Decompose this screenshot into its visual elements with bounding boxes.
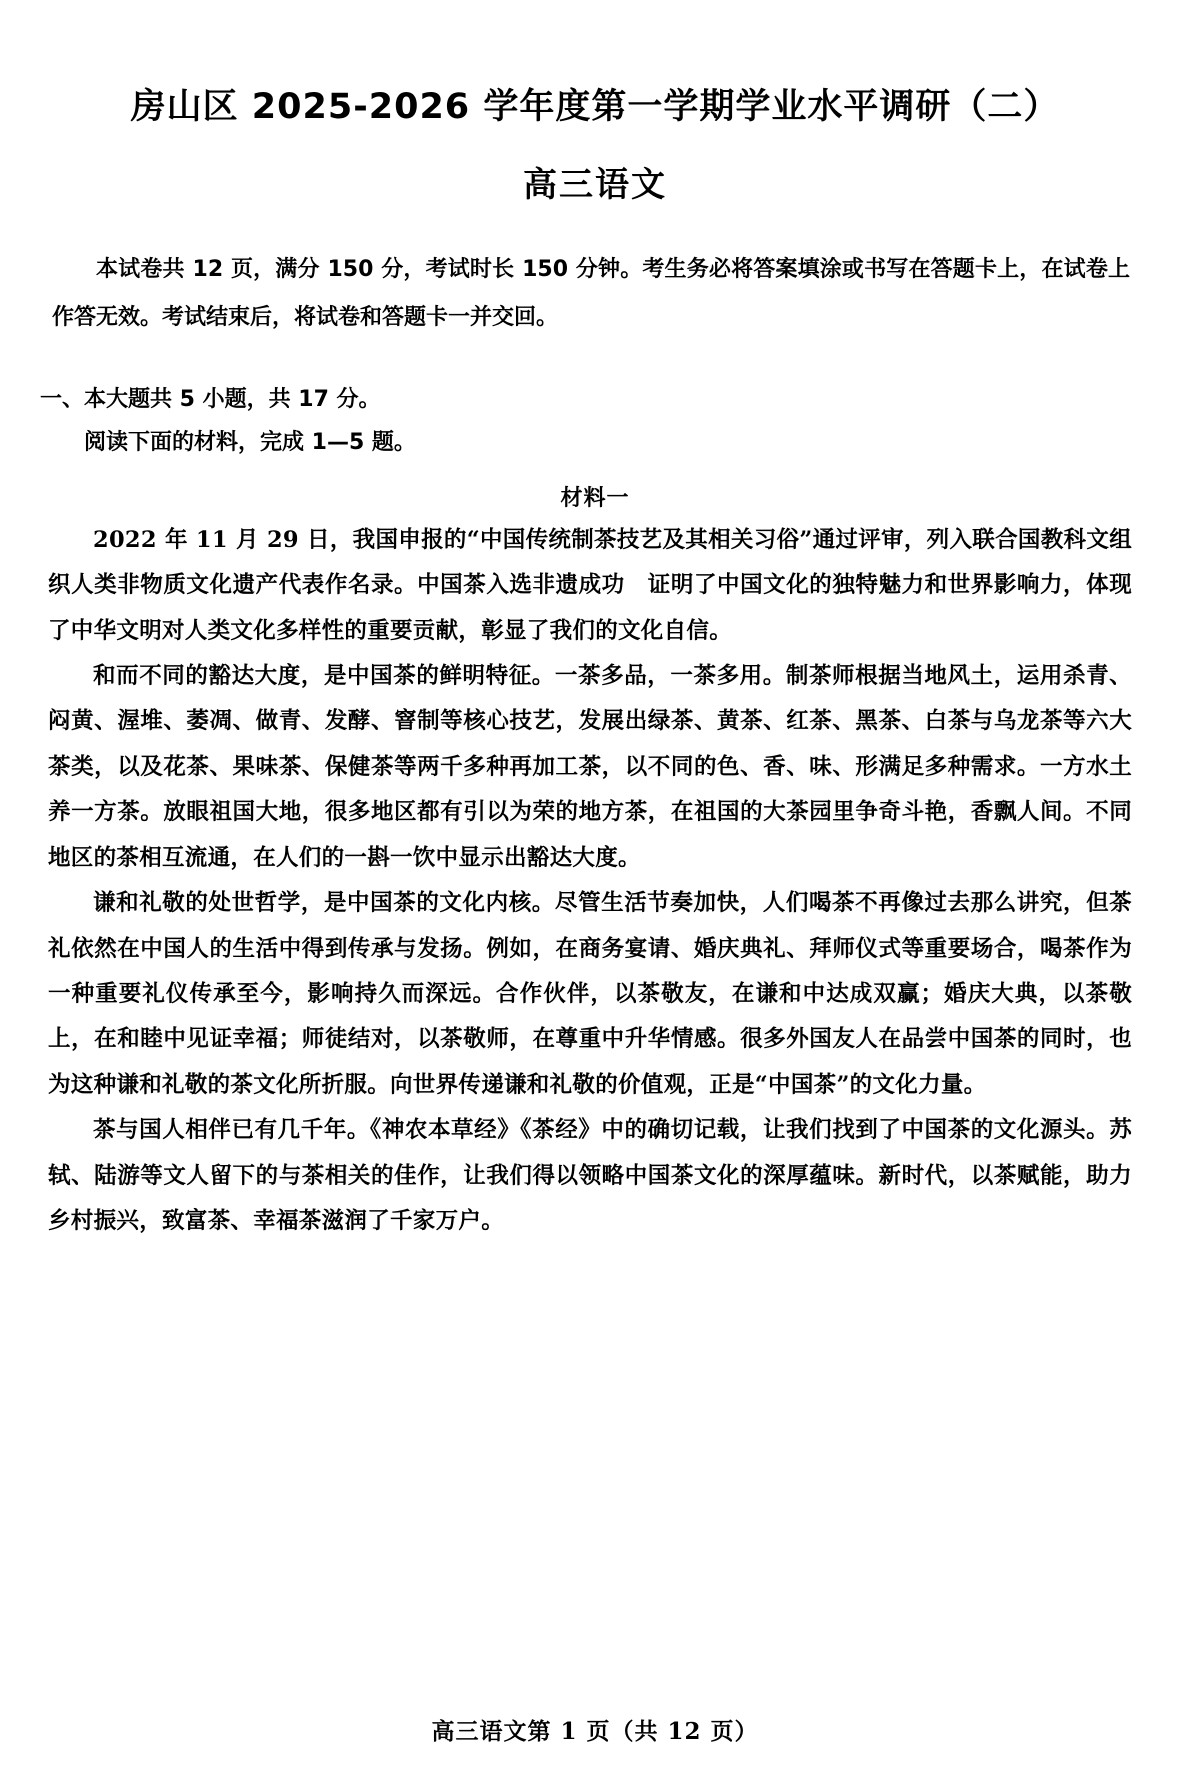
section-one-header: 一、本大题共 5 小题，共 17 分。 (40, 386, 381, 412)
passage-paragraph: 和而不同的豁达大度，是中国茶的鲜明特征。一茶多品，一茶多用。制茶师根据当地风土，运用杀青、闷黄、渥堆、萎凋、做青、发酵、窨制等核心技艺，发展出绿茶、黄茶、红茶、黑茶、白茶与乌龙茶等六大茶类，以及花茶、果味茶、保健茶等两千多种再加工茶，以不同的色、香、味、形满足多种需求。一方水土养一方茶。放眼祖国大地，很多地区都有引以为荣的地方茶，在祖国的大茶园里争奇斗艳，香飘人间。不同地区的茶相互流通，在人们的一斟一饮中显示出豁达大度。 (48, 662, 1132, 871)
passage-paragraph: 谦和礼敬的处世哲学，是中国茶的文化内核。尽管生活节奏加快，人们喝茶不再像过去那么讲究，但茶礼依然在中国人的生活中得到传承与发扬。例如，在商务宴请、婚庆典礼、拜师仪式等重要场合，喝茶作为一种重要礼仪传承至今，影响持久而深远。合作伙伴，以茶敬友，在谦和中达成双赢；婚庆大典，以茶敬上，在和睦中见证幸福；师徒结对，以茶敬师，在尊重中升华情感。很多外国友人在品尝中国茶的同时，也为这种谦和礼敬的茶文化所折服。向世界传递谦和礼敬的价值观，正是“中国茶”的文化力量。 (48, 890, 1132, 1098)
passage-paragraph: 2022 年 11 月 29 日，我国申报的“中国传统制茶技艺及其相关习俗”通过评审，列入联合国教科文组织人类非物质文化遗产代表作名录。中国茶入选非遗成功 证明了中国文化的独特魅力和世界影响力，体现了中华文明对人类文化多样性的重要贡献，彰显了我们的文化自信。 (48, 526, 1132, 644)
material-passage (0, 518, 1190, 1245)
material-label: 材料一 (560, 484, 630, 511)
page-title: 房山区 2025-2026 学年度第一学期学业水平调研（二） (130, 87, 1060, 127)
subject-title: 高三语文 (523, 164, 667, 205)
page-footer: 高三语文第 1 页（共 12 页） (431, 1718, 759, 1745)
passage-paragraph: 茶与国人相伴已有几千年。《神农本草经》《茶经》中的确切记载，让我们找到了中国茶的文化源头。苏轼、陆游等文人留下的与茶相关的佳作，让我们得以领略中国茶文化的深厚蕴味。新时代，以茶赋能，助力乡村振兴，致富茶、幸福茶滋润了千家万户。 (48, 1117, 1132, 1235)
section-one-sub-instruction: 阅读下面的材料，完成 1—5 题。 (84, 429, 416, 455)
exam-instructions: 本试卷共 12 页，满分 150 分，考试时长 150 分钟。考生务必将答案填涂或书写在答题卡上，在试卷上作答无效。考试结束后，将试卷和答题卡一并交回。 (52, 257, 1130, 330)
